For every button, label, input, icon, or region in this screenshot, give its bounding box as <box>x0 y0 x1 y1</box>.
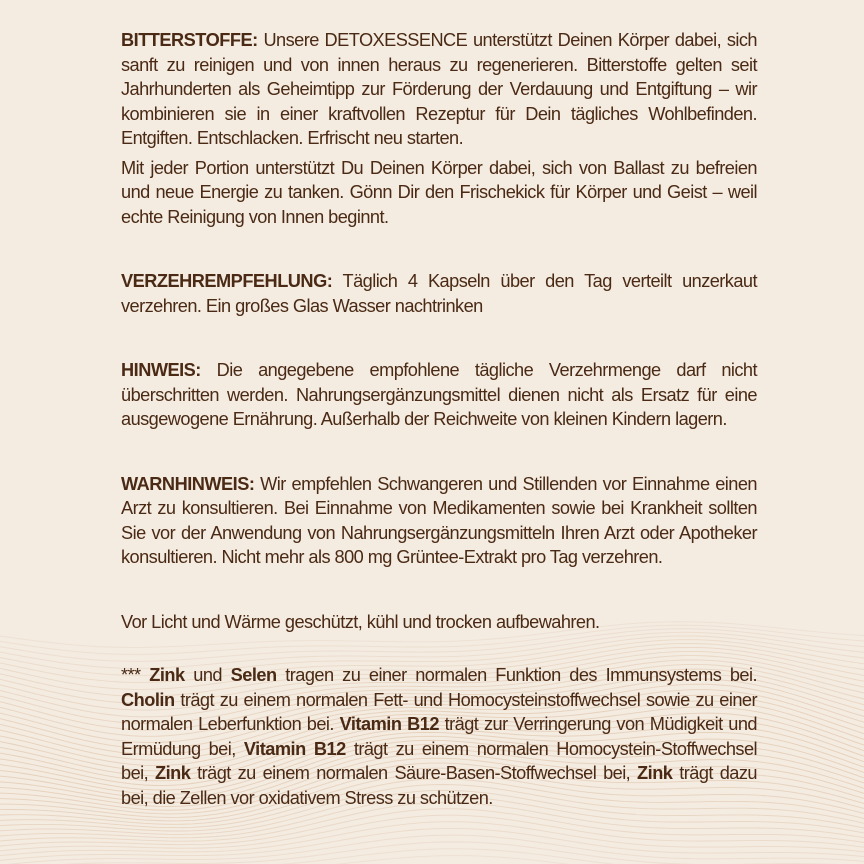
product-text-block <box>121 28 757 810</box>
verzehrempfehlung-paragraph <box>121 269 757 318</box>
wave-line <box>0 815 864 851</box>
nutrient-zink: Zink <box>154 763 191 783</box>
verzehrempfehlung-heading: VERZEHREMPFEHLUNG: <box>121 271 333 291</box>
nutrient-claims-paragraph <box>121 663 757 810</box>
storage-instruction <box>121 610 757 635</box>
hinweis-text: Die angegebene empfohlene tägliche Verzehrmenge darf nicht überschritten werden. Nahrungsergänzungsmittel dienen nicht als Ersatz für eine ausgewogene Ernährung. Außerhalb der Reichweite von kleinen Kindern lagern. <box>121 360 757 429</box>
claims-stars: *** <box>121 665 141 685</box>
hinweis-heading: HINWEIS: <box>121 360 201 380</box>
nutrient-zink: Zink <box>637 763 673 783</box>
nutrient-zink: Zink <box>149 665 185 685</box>
claims-text-0: und <box>193 665 222 685</box>
claims-text-6: trägt dazu bei, die Zellen vor oxidativem Stress zu schützen. <box>121 763 757 808</box>
claims-text-4: trägt zu einem normalen Homocystein-Stoffwechsel bei, <box>121 738 757 783</box>
nutrient-vitamin-b12: Vitamin B12 <box>339 714 440 734</box>
wave-line <box>0 828 864 860</box>
claims-text-5: trägt zu einem normalen Säure-Basen-Stoffwechsel bei, <box>197 763 631 783</box>
nutrient-vitamin-b12: Vitamin B12 <box>243 738 346 759</box>
bitterstoffe-text: Unsere DETOXESSENCE unterstützt Deinen Körper dabei, sich sanft zu reinigen und von innen heraus zu regenerieren. Bitterstoffe gelten seit Jahrhunderten als Geheimtipp zur Förderung der Verdauung und Entgiftung – wir kombinieren sie in einer kraftvollen Rezeptur für Dein tägliches Wohlbefinden. Entgiften. Entschlacken. Erfrischt neu starten. <box>121 30 757 148</box>
storage-text: Vor Licht und Wärme geschützt, kühl und trocken aufbewahren. <box>121 611 600 632</box>
claims-text-1: tragen zu einer normalen Funktion des Immunsystems bei. <box>285 665 757 685</box>
verzehrempfehlung-text: Täglich 4 Kapseln über den Tag verteilt unzerkaut verzehren. Ein großes Glas Wasser nachtrinken <box>121 271 757 316</box>
warnhinweis-text: Wir empfehlen Schwangeren und Stillenden vor Einnahme einen Arzt zu konsultieren. Bei Einnahme von Medikamenten sowie bei Krankheit sollten Sie vor der Anwendung von Nahrungsergänzungsmitteln Ihren Arzt oder Apotheker konsultieren. Nicht mehr als 800 mg Grüntee-Extrakt pro Tag verzehren. <box>121 473 757 567</box>
wave-line <box>0 822 864 856</box>
warnhinweis-paragraph <box>121 472 757 570</box>
claims-text-3: trägt zur Verringerung von Müdigkeit und Ermüdung bei, <box>121 714 757 759</box>
bitterstoffe-paragraph <box>121 28 757 151</box>
hinweis-paragraph <box>121 358 757 432</box>
claims-text-2: trägt zu einem normalen Fett- und Homocysteinstoffwechsel sowie zu einer normalen Leberfunktion bei. <box>121 689 757 734</box>
portion-paragraph <box>121 156 757 230</box>
nutrient-selen: Selen <box>230 665 277 685</box>
portion-text: Mit jeder Portion unterstützt Du Deinen Körper dabei, sich von Ballast zu befreien und neue Energie zu tanken. Gönn Dir den Frischekick für Körper und Geist – weil echte Reinigung von Innen beginnt. <box>121 157 757 227</box>
nutrient-cholin: Cholin <box>121 689 175 710</box>
warnhinweis-heading: WARNHINWEIS: <box>121 473 255 494</box>
bitterstoffe-heading: BITTERSTOFFE: <box>121 30 258 50</box>
